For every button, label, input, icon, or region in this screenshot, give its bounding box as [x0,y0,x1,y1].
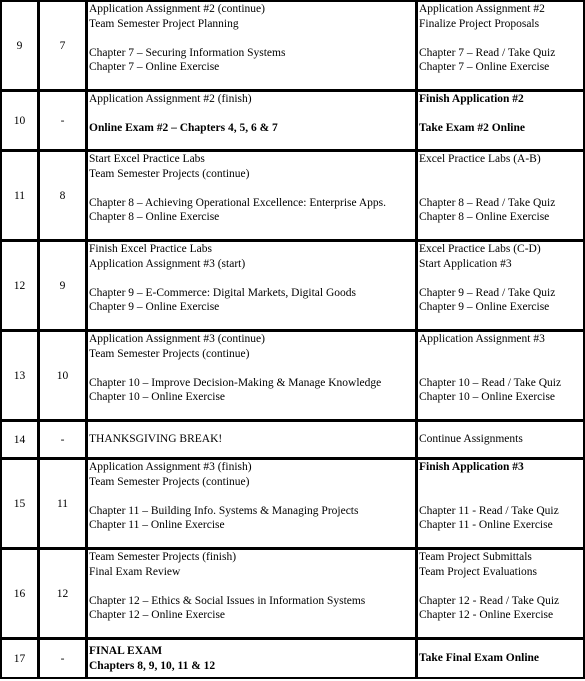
assignment-due-line: Chapter 7 – Read / Take Quiz [419,46,556,59]
class-activity-line: Chapter 10 – Improve Decision-Making & Manage Knowledge [89,376,382,389]
class-activities-cell [87,459,417,549]
class-activity-line: Online Exam #2 – Chapters 4, 5, 6 & 7 [89,122,278,134]
class-activity-line: Chapter 9 – Online Exercise [89,301,220,313]
class-activity-line: Team Semester Project Planning [89,17,239,30]
blank-line [89,579,414,594]
due-assignments-cell [417,91,585,151]
chapter-number-cell: 12 [39,549,87,639]
class-activity-line: FINAL EXAM [89,645,163,657]
class-activity-line: Start Excel Practice Labs [89,153,205,165]
assignment-due-line: Chapter 9 – Online Exercise [419,301,550,313]
week-number-cell: 11 [1,151,39,241]
blank-line [89,31,414,46]
class-activity-line: Chapter 11 – Building Info. Systems & Managing Projects [89,504,359,517]
assignment-due-line: Excel Practice Labs (C-D) [419,243,541,255]
class-activity-line: Chapter 8 – Achieving Operational Excellence: Enterprise Apps. [89,196,386,209]
week-number-cell: 9 [1,1,39,91]
due-assignments-cell [417,331,585,421]
schedule-row [1,91,585,151]
class-activity-line: Application Assignment #2 (finish) [89,93,252,105]
class-activities-cell [87,151,417,241]
blank-line [89,489,414,504]
assignment-due-line: Chapter 12 - Online Exercise [419,609,554,621]
assignment-due-line: Finish Application #2 [419,93,524,105]
class-activities-cell [87,549,417,639]
assignment-due-line: Chapter 9 – Read / Take Quiz [419,286,556,299]
schedule-row [1,459,585,549]
class-activity-line: Application Assignment #3 (start) [89,257,246,270]
chapter-number-cell: 11 [39,459,87,549]
assignment-due-line: Excel Practice Labs (A-B) [419,153,541,165]
class-activity-line: Chapter 7 – Securing Information Systems [89,46,286,59]
class-activity-line: Final Exam Review [89,565,181,578]
blank-line [419,489,582,504]
class-activities-cell [87,1,417,91]
class-activity-line: Team Semester Projects (continue) [89,347,250,360]
assignment-due-line: Team Project Submittals [419,551,532,563]
week-number-cell: 14 [1,421,39,459]
assignment-due-line: Chapter 8 – Online Exercise [419,211,550,223]
week-number-cell: 10 [1,91,39,151]
schedule-row [1,331,585,421]
schedule-row [1,639,585,679]
blank-line [419,475,582,490]
week-number-cell: 13 [1,331,39,421]
class-activity-line: Chapter 10 – Online Exercise [89,391,226,403]
assignment-due-line: Finish Application #3 [419,461,524,473]
chapter-number-cell: 7 [39,1,87,91]
class-activity-line: Application Assignment #3 (continue) [89,333,265,345]
class-activity-line: Chapters 8, 9, 10, 11 & 12 [89,659,216,672]
chapter-number-cell: 9 [39,241,87,331]
class-activity-line: Application Assignment #3 (finish) [89,461,252,473]
assignment-due-line: Application Assignment #2 [419,3,545,15]
due-assignments-cell [417,241,585,331]
class-activity-line: Chapter 12 – Ethics & Social Issues in Information Systems [89,594,366,607]
due-assignments-cell [417,639,585,679]
chapter-number-cell: - [39,421,87,459]
blank-line [419,271,582,286]
assignment-due-line: Chapter 11 - Read / Take Quiz [419,504,559,517]
blank-line [89,107,414,122]
schedule-row [1,421,585,459]
class-activity-line: Team Semester Projects (continue) [89,167,250,180]
class-activity-line: Finish Excel Practice Labs [89,243,212,255]
assignment-due-line: Chapter 7 – Online Exercise [419,61,550,73]
assignment-due-line: Chapter 10 – Read / Take Quiz [419,376,562,389]
week-number-cell: 15 [1,459,39,549]
schedule-body [1,1,585,679]
due-assignments-cell [417,459,585,549]
due-assignments-cell [417,151,585,241]
week-number-cell: 17 [1,639,39,679]
blank-line [419,579,582,594]
chapter-number-cell: - [39,639,87,679]
class-activity-line: Chapter 11 – Online Exercise [89,519,225,531]
blank-line [419,361,582,376]
class-activities-cell [87,331,417,421]
assignment-due-line: Take Exam #2 Online [419,122,525,134]
blank-line [89,271,414,286]
blank-line [419,347,582,362]
due-assignments-cell [417,549,585,639]
due-assignments-cell [417,421,585,459]
chapter-number-cell: - [39,91,87,151]
assignment-due-line: Chapter 8 – Read / Take Quiz [419,196,556,209]
schedule-row [1,549,585,639]
class-activities-cell [87,639,417,679]
class-activity-line: Chapter 12 – Online Exercise [89,609,226,621]
class-activity-line: Team Semester Projects (finish) [89,551,237,563]
schedule-row [1,151,585,241]
assignment-due-line: Application Assignment #3 [419,333,545,345]
class-activity-line: Chapter 7 – Online Exercise [89,61,220,73]
week-number-cell: 16 [1,549,39,639]
assignment-due-line: Start Application #3 [419,257,512,270]
class-activity-line: Team Semester Projects (continue) [89,475,250,488]
chapter-number-cell: 8 [39,151,87,241]
blank-line [89,181,414,196]
schedule-row [1,1,585,91]
schedule-row [1,241,585,331]
class-activity-line: Application Assignment #2 (continue) [89,3,265,15]
assignment-due-line: Chapter 11 - Online Exercise [419,519,553,531]
assignment-due-line: Chapter 12 - Read / Take Quiz [419,594,560,607]
due-assignments-cell [417,1,585,91]
class-activity-line: THANKSGIVING BREAK! [89,433,223,446]
chapter-number-cell: 10 [39,331,87,421]
assignment-due-line: Finalize Project Proposals [419,17,540,30]
class-activity-line: Chapter 8 – Online Exercise [89,211,220,223]
blank-line [419,107,582,122]
assignment-due-line: Chapter 10 – Online Exercise [419,391,556,403]
blank-line [419,181,582,196]
blank-line [419,31,582,46]
assignment-due-line: Team Project Evaluations [419,565,537,578]
assignment-due-line: Take Final Exam Online [419,652,540,665]
class-activities-cell [87,241,417,331]
blank-line [89,361,414,376]
assignment-due-line: Continue Assignments [419,433,523,446]
class-activities-cell [87,91,417,151]
class-activities-cell [87,421,417,459]
blank-line [419,167,582,182]
class-activity-line: Chapter 9 – E-Commerce: Digital Markets, Digital Goods [89,286,356,299]
week-number-cell: 12 [1,241,39,331]
